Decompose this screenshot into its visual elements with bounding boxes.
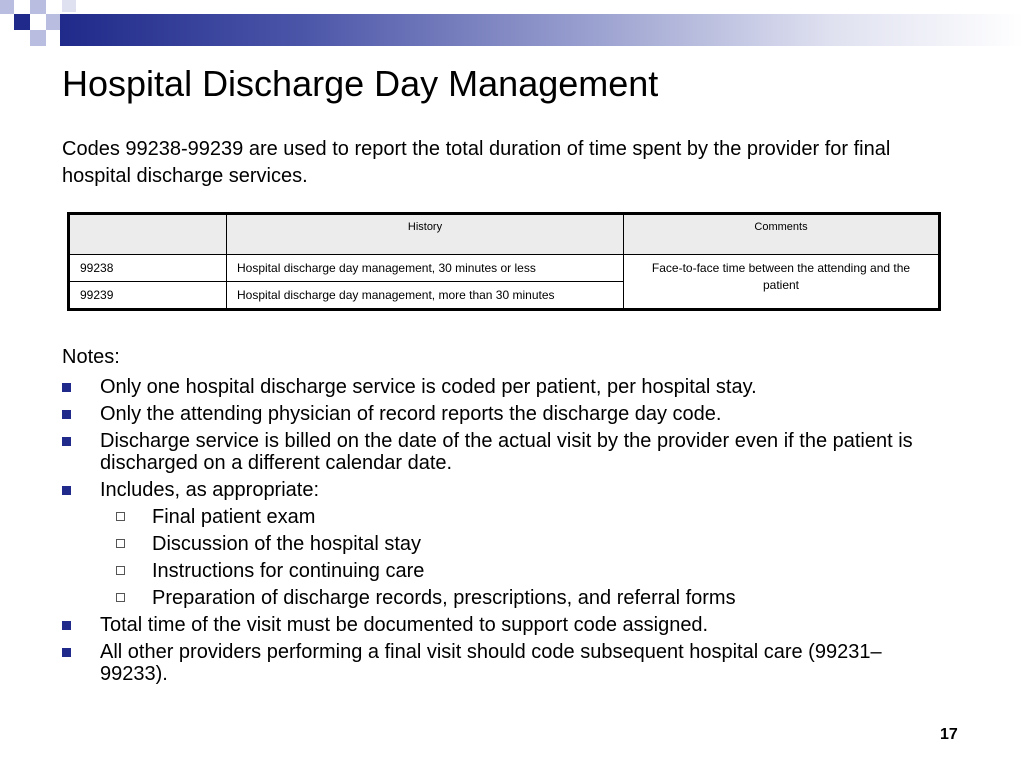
- row-history: Hospital discharge day management, more than 30 minutes: [227, 282, 624, 310]
- hollow-square-bullet-icon: [116, 539, 125, 548]
- square-bullet-icon: [62, 648, 71, 657]
- sub-notes-list: [100, 506, 942, 609]
- square-bullet-icon: [62, 410, 71, 419]
- row-comment: Face-to-face time between the attending and the patient: [624, 255, 940, 310]
- header-code: [69, 214, 227, 255]
- square-bullet-icon: [62, 383, 71, 392]
- header-gradient-bar: [60, 14, 1024, 46]
- row-code: 99239: [69, 282, 227, 310]
- square-bullet-icon: [62, 621, 71, 630]
- list-item: [62, 430, 942, 474]
- decor-square-5: [30, 30, 46, 46]
- note-text: Discharge service is billed on the date of the actual visit by the provider even if the patient is discharged on a different calendar date.: [100, 430, 913, 474]
- square-bullet-icon: [62, 437, 71, 446]
- sub-list-item: [100, 506, 942, 528]
- page-number: 17: [940, 726, 958, 743]
- square-bullet-icon: [62, 486, 71, 495]
- sub-note-text: Instructions for continuing care: [152, 560, 425, 582]
- decor-square-6: [62, 0, 76, 12]
- note-text: Only one hospital discharge service is coded per patient, per hospital stay.: [100, 376, 757, 398]
- list-item: [62, 479, 942, 609]
- table-header-row: [69, 214, 940, 255]
- sub-list-item: [100, 533, 942, 555]
- sub-list-item: [100, 560, 942, 582]
- decorative-header-band: [0, 0, 1024, 46]
- codes-table: [67, 212, 941, 311]
- table-row: [69, 255, 940, 282]
- hollow-square-bullet-icon: [116, 593, 125, 602]
- sub-note-text: Discussion of the hospital stay: [152, 533, 422, 555]
- sub-list-item: [100, 587, 942, 609]
- list-item: [62, 614, 942, 636]
- intro-text: Codes 99238-99239 are used to report the total duration of time spent by the provider for final hospital discharge services.: [62, 138, 891, 187]
- header-comments: Comments: [624, 214, 940, 255]
- decor-square-1: [0, 0, 14, 14]
- list-item: [62, 641, 942, 685]
- list-item: [62, 376, 942, 398]
- hollow-square-bullet-icon: [116, 566, 125, 575]
- decor-square-3: [30, 0, 46, 14]
- hollow-square-bullet-icon: [116, 512, 125, 521]
- slide-title: Hospital Discharge Day Management: [62, 63, 659, 104]
- decor-square-4: [46, 14, 60, 30]
- list-item: [62, 403, 942, 425]
- sub-note-text: Final patient exam: [152, 506, 316, 528]
- note-text: All other providers performing a final visit should code subsequent hospital care (99231–99233).: [100, 641, 882, 685]
- notes-label: Notes:: [62, 346, 120, 368]
- note-text: Includes, as appropriate:: [100, 479, 320, 501]
- note-text: Only the attending physician of record reports the discharge day code.: [100, 403, 722, 425]
- decor-square-2: [14, 14, 30, 30]
- row-history: Hospital discharge day management, 30 minutes or less: [227, 255, 624, 282]
- note-text: Total time of the visit must be documented to support code assigned.: [100, 614, 709, 636]
- row-code: 99238: [69, 255, 227, 282]
- header-history: History: [227, 214, 624, 255]
- notes-list: [62, 376, 942, 690]
- sub-note-text: Preparation of discharge records, prescriptions, and referral forms: [152, 587, 736, 609]
